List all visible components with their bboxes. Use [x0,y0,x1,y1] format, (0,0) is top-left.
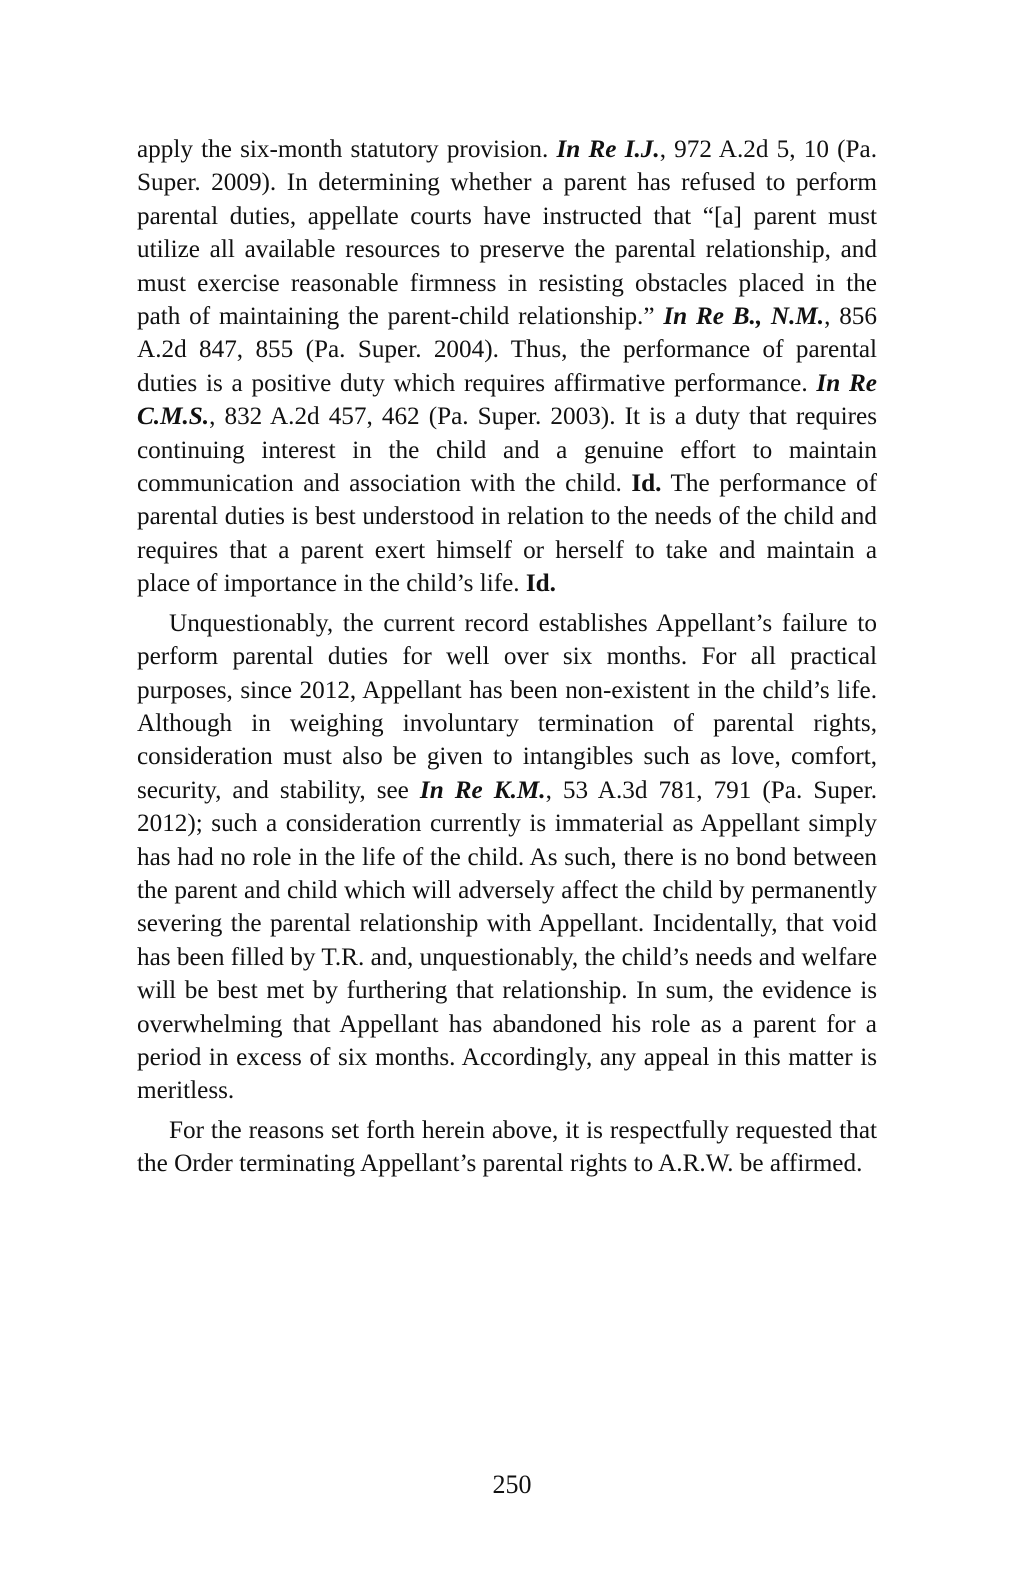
text-segment: , 832 A.2d 457, 462 (Pa. Super. 2003). It is a duty that requires continuing interest in the child and a genuine effort to maintain communication and association with the child. [137,403,877,498]
page-body [137,133,877,1181]
case-citation: In Re B., N.M. [663,303,825,331]
case-citation: In Re C.M.S. [137,369,877,431]
id-citation: Id. [631,470,662,498]
case-citation: In Re I.J. [556,136,660,163]
page-number: 250 [492,1470,532,1499]
text-segment: , 856 A.2d 847, 855 (Pa. Super. 2004). Thus, the performance of parental duties is a positive duty which requires affirmative performance. [137,303,877,397]
paragraph-3 [137,1114,877,1181]
paragraph-2 [137,607,877,1108]
text-segment: , 972 A.2d 5, 10 (Pa. Super. 2009). In determining whether a parent has refused to perform parental duties, appellate courts have instructed that “[a] parent must utilize all available resources to preserve the parental relationship, and must exercise reasonable firmness in resisting obstacles placed in the path of maintaining the parent-child relationship.” [137,136,878,331]
text-segment: , 53 A.3d 781, 791 (Pa. Super. 2012); such a consideration currently is immaterial as Appellant simply has had no role in the life of the child. As such, there is no bond between the parent and child which will adversely affect the child by permanently severing the parental relationship with Appellant. Incidentally, that void has been filled by T.R. and, unquestionably, the child’s needs and welfare will be best met by furthering that relationship. In sum, the evidence is overwhelming that Appellant has abandoned his role as a parent for a period in excess of six months. Accordingly, any appeal in this matter is meritless. [137,776,877,1105]
text-segment: The performance of parental duties is best understood in relation to the needs of the child and requires that a parent exert himself or herself to take and maintain a place of importance in the child’s life. [137,470,877,598]
text-segment: apply the six-month statutory provision. [137,136,557,163]
case-citation: In Re K.M. [419,776,546,804]
id-citation: Id. [525,570,556,598]
paragraph-1 [137,133,877,601]
text-segment: For the reasons set forth herein above, it is respectfully requested that the Order terminating Appellant’s parental rights to A.R.W. be affirmed. [137,1116,877,1178]
text-segment: Unquestionably, the current record establishes Appellant’s failure to perform parental duties for well over six months. For all practical purposes, since 2012, Appellant has been non-existent in the child’s life. Although in weighing involuntary termination of parental rights, consideration must also be given to intangibles such as love, comfort, security, and stability, see [137,609,877,804]
